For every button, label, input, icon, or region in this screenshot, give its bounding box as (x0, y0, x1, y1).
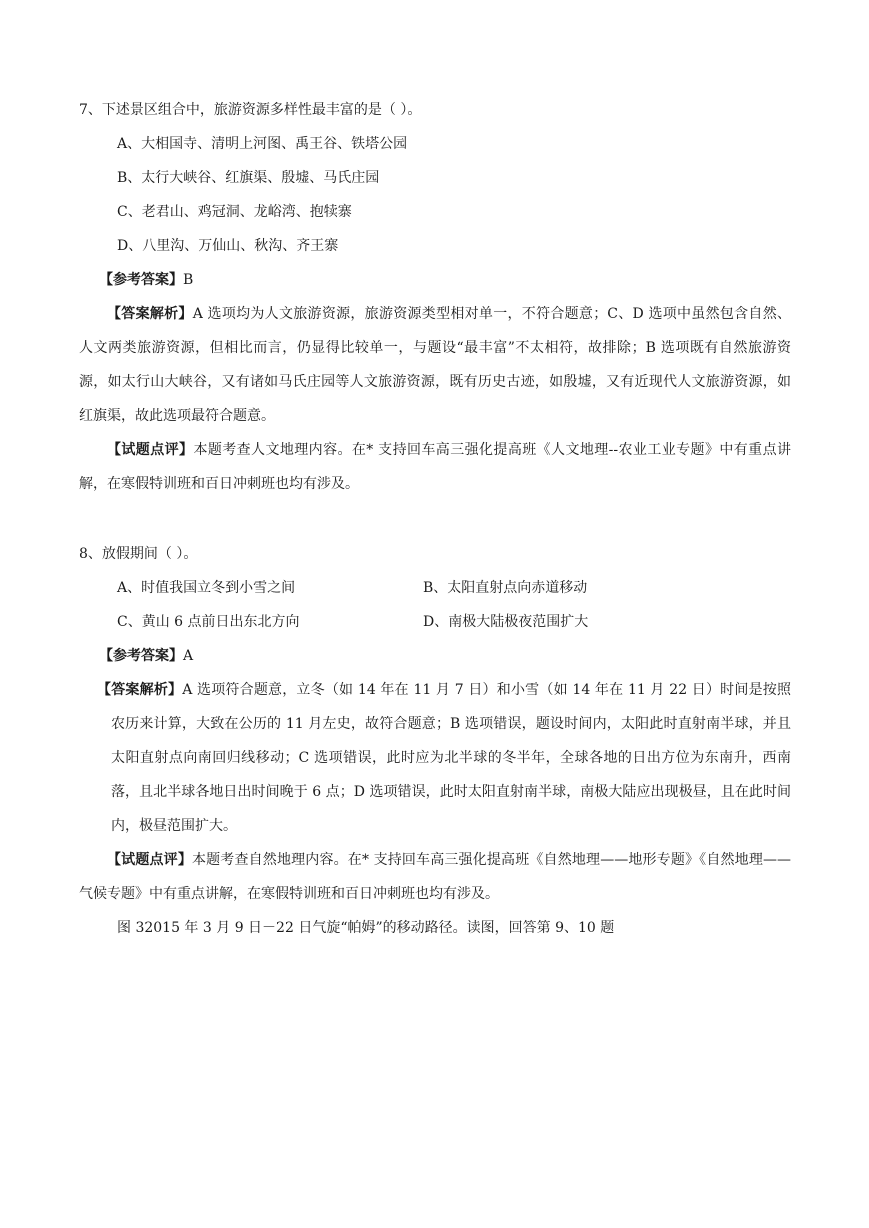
q8-answer-label: 【参考答案】 (99, 648, 183, 664)
q8-option-b: B、太阳直射点向赤道移动 (423, 580, 588, 596)
q8-comment-text: 本题考查自然地理内容。在* 支持回车高三强化提高班《自然地理——地形专题》《自然地理——气候专题》中有重点讲解，在寒假特训班和百日冲刺班也均有涉及。 (79, 852, 791, 902)
q7-option-c: C、老君山、鸡冠洞、龙峪湾、抱犊寨 (117, 204, 352, 220)
q7-option-b: B、太行大峡谷、红旗渠、殷墟、马氏庄园 (117, 170, 380, 186)
q8-option-c: C、黄山 6 点前日出东北方向 (117, 614, 300, 630)
q8-option-a: A、时值我国立冬到小雪之间 (117, 580, 296, 596)
q7-analysis-text: A 选项均为人文旅游资源，旅游资源类型相对单一，不符合题意；C、D 选项中虽然包含自然、人文两类旅游资源，但相比而言，仍显得比较单一，与题设“最丰富”不太相符，故排除；B 选项既有自然旅游资源，如太行山大峡谷，又有诸如马氏庄园等人文旅游资源，既有历史古迹，如殷墟，又有近现代人文旅游资源，如红旗渠，故此选项最符合题意。 (79, 306, 791, 424)
q8-option-d: D、南极大陆极夜范围扩大 (423, 614, 589, 630)
q8-stem: 8、放假期间（ ）。 (79, 546, 198, 562)
q7-answer-value: B (183, 272, 194, 288)
q7-answer (99, 270, 193, 290)
q7-answer-label: 【参考答案】 (99, 272, 183, 288)
q8-comment-label: 【试题点评】 (107, 852, 192, 868)
q8-analysis (79, 673, 791, 843)
figure-intro: 图 32015 年 3 月 9 日－22 日气旋“帕姆”的移动路径。读图，回答第 9、10 题 (117, 920, 615, 936)
q7-analysis-label: 【答案解析】 (107, 306, 193, 322)
q7-option-d: D、八里沟、万仙山、秋沟、齐王寨 (117, 238, 339, 254)
q7-analysis (79, 297, 791, 433)
q7-comment-text: 本题考查人文地理内容。在* 支持回车高三强化提高班《人文地理--农业工业专题》中有重点讲解，在寒假特训班和百日冲刺班也均有涉及。 (79, 442, 791, 492)
q8-analysis-text: A 选项符合题意，立冬（如 14 年在 11 月 7 日）和小雪（如 14 年在 11 月 22 日）时间是按照农历来计算，大致在公历的 11 月左史，故符合题意；B 选项错误，题设时间内，太阳此时直射南半球，并且太阳直射点向南回归线移动；C 选项错误，此时应为北半球的冬半年，全球各地的日出方位为东南升，西南落，且北半球各地日出时间晚于 6 点；D 选项错误，此时太阳直射南半球，南极大陆应出现极昼，且在此时间内，极昼范围扩大。 (111, 682, 791, 834)
q7-stem: 7、下述景区组合中，旅游资源多样性最丰富的是（ ）。 (79, 102, 422, 118)
q8-answer (99, 646, 193, 666)
q7-comment (79, 433, 791, 501)
q7-comment-label: 【试题点评】 (107, 442, 194, 458)
q8-answer-value: A (183, 648, 194, 664)
q8-comment (79, 843, 791, 911)
q8-analysis-label: 【答案解析】 (97, 682, 183, 698)
q7-option-a: A、大相国寺、清明上河图、禹王谷、铁塔公园 (117, 136, 408, 152)
